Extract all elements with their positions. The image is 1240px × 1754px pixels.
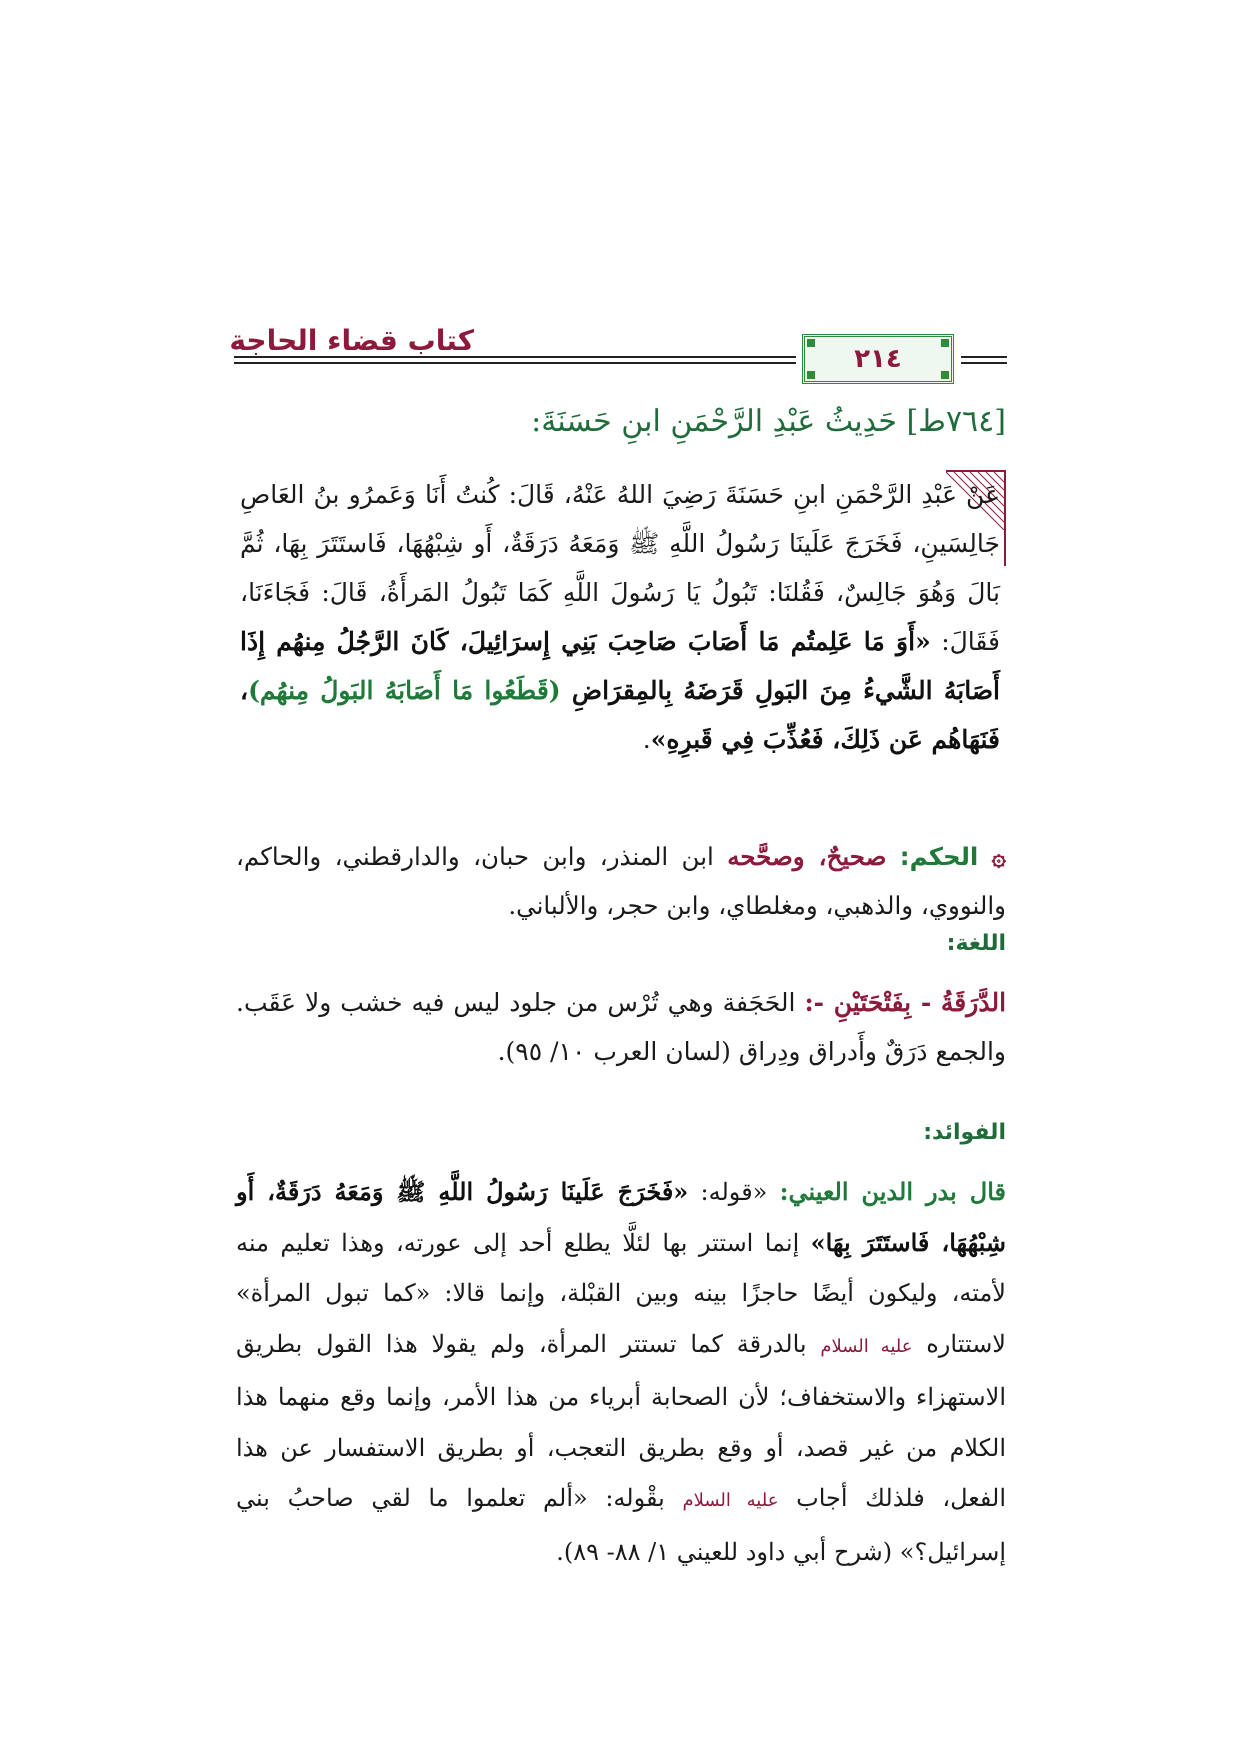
benefits-paragraph bbox=[236, 1167, 1006, 1577]
section-title-language: اللغة: bbox=[946, 931, 1006, 956]
header-rule bbox=[961, 362, 1007, 364]
section-title-benefits: الفوائد: bbox=[923, 1120, 1006, 1145]
badge-ornament-icon bbox=[807, 339, 815, 347]
ruling-paragraph bbox=[236, 832, 1006, 930]
star-ornament-icon: ۞ bbox=[991, 842, 1007, 871]
ruling-label: الحكم: bbox=[899, 842, 979, 871]
header-rule bbox=[234, 356, 796, 358]
badge-ornament-icon bbox=[807, 371, 815, 379]
benefits-quote: «فَخَرَجَ عَلَينَا رَسُولُ اللَّهِ ﷺ وَمَعَهُ دَرَقَةٌ، أَو شِبْهُهَا، فَاستَتَرَ بِهَا» bbox=[236, 1177, 1006, 1257]
scholar-name: قال بدر الدين العيني: bbox=[779, 1177, 1007, 1206]
language-term: الدَّرَقَةُ - بِفَتْحَتَيْنِ -: bbox=[804, 988, 1007, 1017]
hadith-end: . bbox=[642, 725, 651, 754]
badge-ornament-icon bbox=[941, 339, 949, 347]
page-number-badge bbox=[802, 334, 954, 384]
benefits-text: «قوله: bbox=[688, 1178, 780, 1206]
honorific: عليه السلام bbox=[820, 1335, 913, 1357]
book-title: كتاب قضاء الحاجة bbox=[229, 324, 474, 357]
hadith-intro: عَنْ عَبْدِ الرَّحْمَنِ ابنِ حَسَنَةَ رَضِيَ اللهُ عَنْهُ، قَالَ: كُنتُ أَنَا وَعَمرُو بنُ العَاصِ جَالِسَينِ، فَخَرَجَ عَلَينَا رَسُولُ اللَّهِ ﷺ وَمَعَهُ دَرَقَةٌ، أَو شِبْهُهَا، فَاستَتَرَ بِهَا، ثُمَّ بَالَ وَهُوَ جَالِسٌ، فَقُلنَا: تَبُولُ يَا رَسُولَ اللَّهِ كَمَا تَبُولُ المَرأَةُ، قَالَ: فَجَاءَنَا، فَقَالَ: bbox=[240, 480, 1001, 656]
honorific: عليه السلام bbox=[682, 1490, 779, 1511]
hadith-quote-end: ، فَنَهَاهُم عَن ذَلِكَ، فَعُذِّبَ فِي قَبرِهِ» bbox=[240, 676, 1000, 754]
hadith-text bbox=[240, 470, 1000, 764]
ruling-text: ابن المنذر، وابن حبان، والدارقطني، والحاكم، والنووي، والذهبي، ومغلطاي، وابن حجر، والألباني. bbox=[236, 842, 1006, 920]
language-definition: الحَجَفة وهي تُرْس من جلود ليس فيه خشب ولا عَقَب. والجمع دَرَقٌ وأَدراق ودِراق (لسان العرب ١٠/ ٩٥). bbox=[236, 988, 1006, 1066]
benefits-text: بقْوله: «ألم تعلموا ما لقي صاحبُ بني إسرائيل؟» (شرح أبي داود للعيني ١/ ٨٨- ٨٩). bbox=[236, 1484, 1006, 1566]
badge-ornament-icon bbox=[941, 371, 949, 379]
hadith-quote: «أَوَ مَا عَلِمتُم مَا أَصَابَ صَاحِبَ بَنِي إِسرَائِيلَ، كَانَ الرَّجُلُ مِنهُم إِذَا أَصَابَهُ الشَّيءُ مِنَ البَولِ قَرَضَهُ بِالمِقرَاضِ bbox=[240, 627, 1000, 705]
hadith-heading: [٧٦٤ط] حَدِيثُ عَبْدِ الرَّحْمَنِ ابنِ حَسَنَةَ: bbox=[531, 404, 1006, 439]
page-number: ٢١٤ bbox=[854, 344, 902, 374]
language-paragraph bbox=[236, 978, 1006, 1076]
ruling-value: صحيحٌ، وصحَّحه bbox=[727, 842, 887, 871]
hadith-quote-variant: (قَطَعُوا مَا أَصَابَهُ البَولُ مِنهُم) bbox=[248, 676, 561, 705]
benefits-text: إنما استتر بها لئلَّا يطلع أحد إلى عورته، وهذا تعليم منه لأمته، وليكون أيضًا حاجزًا بينه وبين القبْلة، وإنما قالا: «كما تبول المرأة» لاستتاره bbox=[236, 1228, 1006, 1358]
benefits-text: بالدرقة كما تستتر المرأة، ولم يقولا هذا القول بطريق الاستهزاء والاستخفاف؛ لأن الصحابة أبرياء من هذا الأمر، وإنما وقع منهما هذا الكلام من غير قصد، أو وقع بطريق التعجب، أو بطريق الاستفسار عن هذا الفعل، فلذلك أجاب bbox=[236, 1329, 1006, 1512]
header-rule bbox=[234, 362, 796, 364]
header-rule bbox=[961, 356, 1007, 358]
